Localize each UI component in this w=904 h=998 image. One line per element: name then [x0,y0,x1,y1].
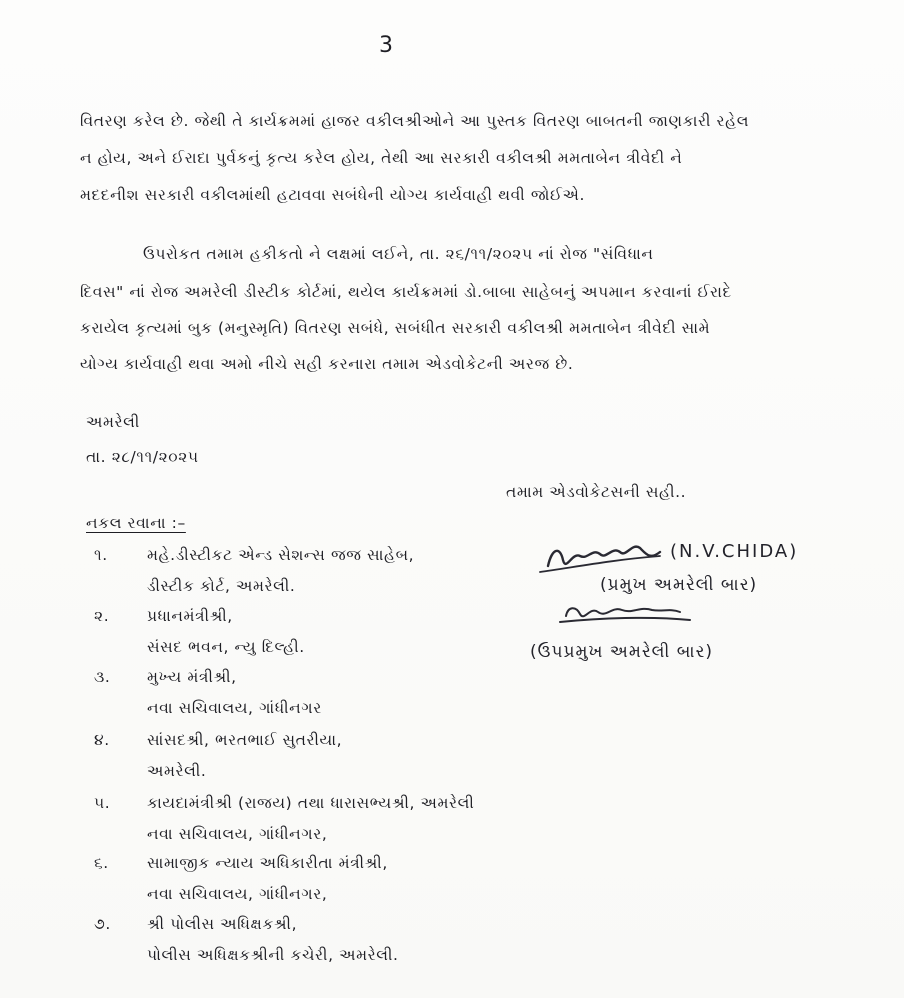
list-item-number: ૪. [94,731,110,749]
list-item-line2: સંસદ ભવન, ન્યુ દિલ્હી. [147,638,305,656]
signature2-strike [560,618,690,622]
signatures-label: તમામ એડવોકેટસની સહી.. [506,483,687,501]
paragraph2-line3: કરાયેલ કૃત્યમાં બુક (મનુસ્મૃતિ) વિતરણ સબંધે, સબંધીત સરકારી વકીલશ્રી મમતાબેન ત્રીવેદી સામે [80,319,711,337]
list-item-number: ૭. [94,915,111,933]
list-item-number: ૫. [94,794,111,812]
signature1-stroke [540,556,660,572]
list-item-line1: કાયદામંત્રીશ્રી (રાજય) તથા ધારાસભ્યશ્રી, અમરેલી [147,794,475,812]
paragraph1-line1: વિતરણ કરેલ છે. જેથી તે કાર્યક્રમમાં હાજર વકીલશ્રીઓને આ પુસ્તક વિતરણ બાબતની જાણકારી રહેલ [80,112,750,130]
signature1-name: (N.V.CHIDA) [670,541,799,562]
paragraph2-line1: ઉપરોકત તમામ હકીકતો ને લક્ષમાં લઈને, તા. ૨૬/૧૧/૨૦૨૫ નાં રોજ "સંવિધાન [143,245,654,263]
list-item-line2: પોલીસ અધિક્ષકશ્રીની કચેરી, અમરેલી. [147,946,399,964]
list-item-line2: નવા સચિવાલય, ગાંધીનગર, [147,825,328,843]
list-item-line2: અમરેલી. [147,762,207,780]
list-item-number: ૬. [94,854,109,872]
list-item-number: ૨. [94,607,110,625]
signature2-scribble [566,608,680,616]
list-item-line2: નવા સચિવાલય, ગાંધીનગર [147,699,322,717]
list-item-number: ૧. [94,546,108,564]
paragraph2-line2: દિવસ" નાં રોજ અમરેલી ડીસ્ટીક કોર્ટમાં, થયેલ કાર્યક્રમમાં ડો.બાબા સાહેબનું અપમાન કરવાનાં ઈરાદે [80,283,732,301]
paragraph2-line4: યોગ્ય કાર્યવાહી થવા અમો નીચે સહી કરનારા તમામ એડવોકેટની અરજ છે. [80,355,574,373]
paragraph1-line2: ન હોય, અને ઈરાદા પુર્વકનું કૃત્ય કરેલ હોય, તેથી આ સરકારી વકીલશ્રી મમતાબેન ત્રીવેદી ને [80,149,683,167]
place: અમરેલી [86,413,140,431]
signature1-title: (પ્રમુખ અમરેલી બાર) [600,575,758,595]
signature2-title: (ઉપપ્રમુખ અમરેલી બાર) [530,642,714,662]
list-item-line2: ડીસ્ટીક કોર્ટ, અમરેલી. [147,577,296,595]
list-item-line1: શ્રી પોલીસ અધિક્ષકશ્રી, [147,915,298,933]
list-item-line1: સામાજીક ન્યાય અધિકારીતા મંત્રીશ્રી, [147,854,388,872]
list-item-line2: નવા સચિવાલય, ગાંધીનગર, [147,885,328,903]
list-item-line1: સાંસદશ્રી, ભરતભાઈ સુતરીયા, [147,731,343,749]
paragraph1-line3: મદદનીશ સરકારી વકીલમાંથી હટાવવા સબંધેની યોગ્ય કાર્યવાહી થવી જોઈએ. [80,186,586,204]
copy-heading: નકલ રવાના :– [86,514,186,532]
page-number: 3 [379,33,393,58]
list-item-line1: મહે.ડીસ્ટીકટ એન્ડ સેશન્સ જજ સાહેબ, [147,546,415,564]
date: તા. ૨૮/૧૧/૨૦૨૫ [86,448,199,466]
list-item-number: ૩. [94,668,111,686]
list-item-line1: પ્રધાનમંત્રીશ્રી, [147,607,233,625]
list-item-line1: મુખ્ય મંત્રીશ્રી, [147,668,237,686]
